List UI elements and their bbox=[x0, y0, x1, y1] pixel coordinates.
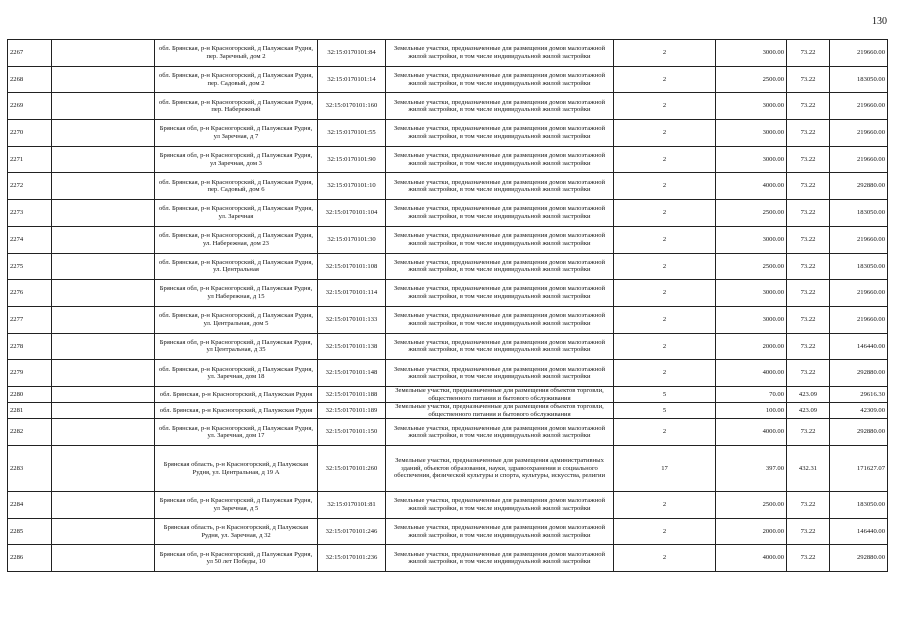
address-cell: Брянская обл, р-н Красногорский, д Палужская Рудня, ул 50 лет Победы, 10 bbox=[155, 545, 318, 572]
empty-cell bbox=[52, 403, 155, 419]
use-code-cell: 2 bbox=[614, 545, 716, 572]
rate-cell: 73.22 bbox=[787, 360, 830, 387]
cadastral-number-cell: 32:15:0170101:138 bbox=[318, 333, 386, 360]
empty-cell bbox=[52, 360, 155, 387]
empty-cell bbox=[52, 280, 155, 307]
use-code-cell: 2 bbox=[614, 492, 716, 519]
land-use-cell: Земельные участки, предназначенные для размещения домов малоэтажной жилой застройки, в том числе индивидуальной жилой застройки bbox=[386, 226, 614, 253]
cadastral-value-cell: 146440.00 bbox=[830, 518, 888, 545]
table-row bbox=[8, 93, 888, 120]
empty-cell bbox=[52, 120, 155, 147]
table-row bbox=[8, 492, 888, 519]
table-row bbox=[8, 280, 888, 307]
cadastral-value-cell: 183050.00 bbox=[830, 66, 888, 93]
use-code-cell: 2 bbox=[614, 146, 716, 173]
use-code-cell: 2 bbox=[614, 40, 716, 67]
land-use-cell: Земельные участки, предназначенные для размещения домов малоэтажной жилой застройки, в том числе индивидуальной жилой застройки bbox=[386, 40, 614, 67]
address-cell: обл. Брянская, р-н Красногорский, д Палужская Рудня, пер. Заречный, дом 2 bbox=[155, 40, 318, 67]
table-row bbox=[8, 360, 888, 387]
address-cell: обл. Брянская, р-н Красногорский, д Палужская Рудня, ул. Набережная, дом 23 bbox=[155, 226, 318, 253]
cadastral-number-cell: 32:15:0170101:30 bbox=[318, 226, 386, 253]
rate-cell: 423.09 bbox=[787, 403, 830, 419]
land-use-cell: Земельные участки, предназначенные для размещения домов малоэтажной жилой застройки, в том числе индивидуальной жилой застройки bbox=[386, 280, 614, 307]
cadastral-number-cell: 32:15:0170101:84 bbox=[318, 40, 386, 67]
row-number-cell: 2267 bbox=[8, 40, 52, 67]
area-cell: 4000.00 bbox=[716, 173, 787, 200]
row-number-cell: 2272 bbox=[8, 173, 52, 200]
empty-cell bbox=[52, 419, 155, 446]
table-row bbox=[8, 253, 888, 280]
area-cell: 3000.00 bbox=[716, 146, 787, 173]
cadastral-value-cell: 171627.07 bbox=[830, 446, 888, 492]
use-code-cell: 2 bbox=[614, 173, 716, 200]
address-cell: Брянская обл, р-н Красногорский, д Палужская Рудня, ул Заречная, д 7 bbox=[155, 120, 318, 147]
address-cell: обл. Брянская, р-н Красногорский, д Палужская Рудня, ул. Центральная bbox=[155, 253, 318, 280]
table-row bbox=[8, 403, 888, 419]
cadastral-value-cell: 292880.00 bbox=[830, 360, 888, 387]
area-cell: 3000.00 bbox=[716, 226, 787, 253]
empty-cell bbox=[52, 146, 155, 173]
land-use-cell: Земельные участки, предназначенные для размещения домов малоэтажной жилой застройки, в том числе индивидуальной жилой застройки bbox=[386, 173, 614, 200]
area-cell: 3000.00 bbox=[716, 93, 787, 120]
cadastral-number-cell: 32:15:0170101:14 bbox=[318, 66, 386, 93]
address-cell: Брянская обл, р-н Красногорский, д Палужская Рудня, ул Центральная, д 35 bbox=[155, 333, 318, 360]
use-code-cell: 2 bbox=[614, 93, 716, 120]
use-code-cell: 2 bbox=[614, 333, 716, 360]
address-cell: обл. Брянская, р-н Красногорский, д Палужская Рудня, пер. Набережный bbox=[155, 93, 318, 120]
page-number: 130 bbox=[872, 16, 887, 27]
land-use-cell: Земельные участки, предназначенные для размещения домов малоэтажной жилой застройки, в том числе индивидуальной жилой застройки bbox=[386, 333, 614, 360]
cadastral-number-cell: 32:15:0170101:81 bbox=[318, 492, 386, 519]
empty-cell bbox=[52, 518, 155, 545]
use-code-cell: 2 bbox=[614, 66, 716, 93]
address-cell: Брянская обл, р-н Красногорский, д Палужская Рудня, ул Заречная, дом 3 bbox=[155, 146, 318, 173]
table-row bbox=[8, 306, 888, 333]
table-row bbox=[8, 386, 888, 402]
area-cell: 2500.00 bbox=[716, 253, 787, 280]
area-cell: 2000.00 bbox=[716, 518, 787, 545]
rate-cell: 73.22 bbox=[787, 66, 830, 93]
empty-cell bbox=[52, 226, 155, 253]
cadastral-value-cell: 219660.00 bbox=[830, 146, 888, 173]
cadastral-number-cell: 32:15:0170101:133 bbox=[318, 306, 386, 333]
rate-cell: 73.22 bbox=[787, 226, 830, 253]
cadastral-number-cell: 32:15:0170101:236 bbox=[318, 545, 386, 572]
address-cell: обл. Брянская, р-н Красногорский, д Палужская Рудня, ул. Заречная, дом 17 bbox=[155, 419, 318, 446]
cadastral-value-cell: 183050.00 bbox=[830, 200, 888, 227]
table-row bbox=[8, 446, 888, 492]
rate-cell: 73.22 bbox=[787, 40, 830, 67]
land-use-cell: Земельные участки, предназначенные для размещения домов малоэтажной жилой застройки, в том числе индивидуальной жилой застройки bbox=[386, 360, 614, 387]
land-use-cell: Земельные участки, предназначенные для размещения домов малоэтажной жилой застройки, в том числе индивидуальной жилой застройки bbox=[386, 93, 614, 120]
table-row bbox=[8, 173, 888, 200]
area-cell: 2500.00 bbox=[716, 492, 787, 519]
empty-cell bbox=[52, 93, 155, 120]
cadastral-number-cell: 32:15:0170101:114 bbox=[318, 280, 386, 307]
land-use-cell: Земельные участки, предназначенные для размещения домов малоэтажной жилой застройки, в том числе индивидуальной жилой застройки bbox=[386, 200, 614, 227]
rate-cell: 73.22 bbox=[787, 200, 830, 227]
use-code-cell: 2 bbox=[614, 360, 716, 387]
rate-cell: 73.22 bbox=[787, 518, 830, 545]
rate-cell: 423.09 bbox=[787, 386, 830, 402]
rate-cell: 73.22 bbox=[787, 419, 830, 446]
use-code-cell: 2 bbox=[614, 253, 716, 280]
table-row bbox=[8, 66, 888, 93]
land-use-cell: Земельные участки, предназначенные для размещения домов малоэтажной жилой застройки, в том числе индивидуальной жилой застройки bbox=[386, 253, 614, 280]
table-row bbox=[8, 333, 888, 360]
empty-cell bbox=[52, 253, 155, 280]
use-code-cell: 2 bbox=[614, 518, 716, 545]
area-cell: 397.00 bbox=[716, 446, 787, 492]
land-registry-table bbox=[7, 39, 888, 572]
empty-cell bbox=[52, 173, 155, 200]
cadastral-value-cell: 219660.00 bbox=[830, 280, 888, 307]
rate-cell: 73.22 bbox=[787, 280, 830, 307]
cadastral-value-cell: 292880.00 bbox=[830, 419, 888, 446]
cadastral-value-cell: 292880.00 bbox=[830, 173, 888, 200]
row-number-cell: 2277 bbox=[8, 306, 52, 333]
area-cell: 4000.00 bbox=[716, 419, 787, 446]
row-number-cell: 2280 bbox=[8, 386, 52, 402]
cadastral-value-cell: 42309.00 bbox=[830, 403, 888, 419]
area-cell: 3000.00 bbox=[716, 120, 787, 147]
rate-cell: 73.22 bbox=[787, 120, 830, 147]
row-number-cell: 2269 bbox=[8, 93, 52, 120]
area-cell: 3000.00 bbox=[716, 306, 787, 333]
use-code-cell: 5 bbox=[614, 403, 716, 419]
address-cell: обл. Брянская, р-н Красногорский, д Палужская Рудня bbox=[155, 403, 318, 419]
use-code-cell: 2 bbox=[614, 419, 716, 446]
address-cell: обл. Брянская, р-н Красногорский, д Палужская Рудня, ул. Заречная, дом 18 bbox=[155, 360, 318, 387]
cadastral-value-cell: 146440.00 bbox=[830, 333, 888, 360]
empty-cell bbox=[52, 40, 155, 67]
table-row bbox=[8, 518, 888, 545]
use-code-cell: 5 bbox=[614, 386, 716, 402]
rate-cell: 73.22 bbox=[787, 306, 830, 333]
row-number-cell: 2270 bbox=[8, 120, 52, 147]
use-code-cell: 2 bbox=[614, 226, 716, 253]
cadastral-value-cell: 183050.00 bbox=[830, 492, 888, 519]
cadastral-number-cell: 32:15:0170101:150 bbox=[318, 419, 386, 446]
table-row bbox=[8, 146, 888, 173]
row-number-cell: 2283 bbox=[8, 446, 52, 492]
cadastral-number-cell: 32:15:0170101:188 bbox=[318, 386, 386, 402]
rate-cell: 73.22 bbox=[787, 333, 830, 360]
address-cell: Брянская обл, р-н Красногорский, д Палужская Рудня, ул Заречная, д 5 bbox=[155, 492, 318, 519]
cadastral-number-cell: 32:15:0170101:160 bbox=[318, 93, 386, 120]
empty-cell bbox=[52, 446, 155, 492]
empty-cell bbox=[52, 492, 155, 519]
empty-cell bbox=[52, 306, 155, 333]
address-cell: Брянская обл, р-н Красногорский, д Палужская Рудня, ул Набережная, д 15 bbox=[155, 280, 318, 307]
cadastral-number-cell: 32:15:0170101:189 bbox=[318, 403, 386, 419]
land-use-cell: Земельные участки, предназначенные для размещения домов малоэтажной жилой застройки, в том числе индивидуальной жилой застройки bbox=[386, 306, 614, 333]
row-number-cell: 2274 bbox=[8, 226, 52, 253]
table-row bbox=[8, 226, 888, 253]
cadastral-number-cell: 32:15:0170101:90 bbox=[318, 146, 386, 173]
empty-cell bbox=[52, 200, 155, 227]
land-use-cell: Земельные участки, предназначенные для размещения домов малоэтажной жилой застройки, в том числе индивидуальной жилой застройки bbox=[386, 146, 614, 173]
rate-cell: 73.22 bbox=[787, 93, 830, 120]
rate-cell: 73.22 bbox=[787, 173, 830, 200]
row-number-cell: 2276 bbox=[8, 280, 52, 307]
row-number-cell: 2268 bbox=[8, 66, 52, 93]
cadastral-number-cell: 32:15:0170101:260 bbox=[318, 446, 386, 492]
cadastral-number-cell: 32:15:0170101:148 bbox=[318, 360, 386, 387]
land-use-cell: Земельные участки, предназначенные для размещения объектов торговли, общественного питания и бытового обслуживания bbox=[386, 403, 614, 419]
table-row bbox=[8, 40, 888, 67]
address-cell: обл. Брянская, р-н Красногорский, д Палужская Рудня, ул. Центральная, дом 5 bbox=[155, 306, 318, 333]
row-number-cell: 2273 bbox=[8, 200, 52, 227]
cadastral-number-cell: 32:15:0170101:104 bbox=[318, 200, 386, 227]
address-cell: обл. Брянская, р-н Красногорский, д Палужская Рудня, пер. Садовый, дом 2 bbox=[155, 66, 318, 93]
cadastral-value-cell: 219660.00 bbox=[830, 226, 888, 253]
land-use-cell: Земельные участки, предназначенные для размещения объектов торговли, общественного питания и бытового обслуживания bbox=[386, 386, 614, 402]
row-number-cell: 2284 bbox=[8, 492, 52, 519]
use-code-cell: 2 bbox=[614, 120, 716, 147]
address-cell: обл. Брянская, р-н Красногорский, д Палужская Рудня bbox=[155, 386, 318, 402]
cadastral-value-cell: 219660.00 bbox=[830, 306, 888, 333]
rate-cell: 73.22 bbox=[787, 146, 830, 173]
cadastral-value-cell: 29616.30 bbox=[830, 386, 888, 402]
use-code-cell: 17 bbox=[614, 446, 716, 492]
area-cell: 70.00 bbox=[716, 386, 787, 402]
cadastral-number-cell: 32:15:0170101:10 bbox=[318, 173, 386, 200]
row-number-cell: 2271 bbox=[8, 146, 52, 173]
area-cell: 100.00 bbox=[716, 403, 787, 419]
row-number-cell: 2285 bbox=[8, 518, 52, 545]
area-cell: 4000.00 bbox=[716, 545, 787, 572]
table-row bbox=[8, 200, 888, 227]
cadastral-value-cell: 292880.00 bbox=[830, 545, 888, 572]
area-cell: 4000.00 bbox=[716, 360, 787, 387]
empty-cell bbox=[52, 386, 155, 402]
rate-cell: 73.22 bbox=[787, 545, 830, 572]
table-row bbox=[8, 545, 888, 572]
empty-cell bbox=[52, 333, 155, 360]
land-use-cell: Земельные участки, предназначенные для размещения домов малоэтажной жилой застройки, в том числе индивидуальной жилой застройки bbox=[386, 545, 614, 572]
cadastral-number-cell: 32:15:0170101:108 bbox=[318, 253, 386, 280]
empty-cell bbox=[52, 66, 155, 93]
cadastral-value-cell: 219660.00 bbox=[830, 40, 888, 67]
area-cell: 2500.00 bbox=[716, 200, 787, 227]
land-use-cell: Земельные участки, предназначенные для размещения домов малоэтажной жилой застройки, в том числе индивидуальной жилой застройки bbox=[386, 518, 614, 545]
table-body bbox=[8, 40, 888, 572]
cadastral-value-cell: 219660.00 bbox=[830, 120, 888, 147]
area-cell: 2500.00 bbox=[716, 66, 787, 93]
table-row bbox=[8, 120, 888, 147]
land-use-cell: Земельные участки, предназначенные для размещения домов малоэтажной жилой застройки, в том числе индивидуальной жилой застройки bbox=[386, 120, 614, 147]
land-use-cell: Земельные участки, предназначенные для размещения домов малоэтажной жилой застройки, в том числе индивидуальной жилой застройки bbox=[386, 492, 614, 519]
address-cell: Брянская область, р-н Красногорский, д Палужская Рудня, ул. Заречная, д 32 bbox=[155, 518, 318, 545]
land-use-cell: Земельные участки, предназначенные для размещения домов малоэтажной жилой застройки, в том числе индивидуальной жилой застройки bbox=[386, 419, 614, 446]
area-cell: 2000.00 bbox=[716, 333, 787, 360]
cadastral-number-cell: 32:15:0170101:246 bbox=[318, 518, 386, 545]
cadastral-value-cell: 183050.00 bbox=[830, 253, 888, 280]
use-code-cell: 2 bbox=[614, 280, 716, 307]
rate-cell: 73.22 bbox=[787, 492, 830, 519]
use-code-cell: 2 bbox=[614, 306, 716, 333]
empty-cell bbox=[52, 545, 155, 572]
row-number-cell: 2286 bbox=[8, 545, 52, 572]
address-cell: Брянская область, р-н Красногорский, д Палужская Рудня, ул. Центральная, д 19 А bbox=[155, 446, 318, 492]
use-code-cell: 2 bbox=[614, 200, 716, 227]
address-cell: обл. Брянская, р-н Красногорский, д Палужская Рудня, ул. Заречная bbox=[155, 200, 318, 227]
cadastral-value-cell: 219660.00 bbox=[830, 93, 888, 120]
row-number-cell: 2279 bbox=[8, 360, 52, 387]
row-number-cell: 2275 bbox=[8, 253, 52, 280]
land-use-cell: Земельные участки, предназначенные для размещения домов малоэтажной жилой застройки, в том числе индивидуальной жилой застройки bbox=[386, 66, 614, 93]
table-row bbox=[8, 419, 888, 446]
address-cell: обл. Брянская, р-н Красногорский, д Палужская Рудня, пер. Садовый, дом 6 bbox=[155, 173, 318, 200]
cadastral-number-cell: 32:15:0170101:55 bbox=[318, 120, 386, 147]
rate-cell: 73.22 bbox=[787, 253, 830, 280]
area-cell: 3000.00 bbox=[716, 40, 787, 67]
land-use-cell: Земельные участки, предназначенные для размещения административных зданий, объектов образования, науки, здравоохранения и социального обеспечения, физической культуры и спорта, культуры, искусства, религии bbox=[386, 446, 614, 492]
area-cell: 3000.00 bbox=[716, 280, 787, 307]
row-number-cell: 2281 bbox=[8, 403, 52, 419]
row-number-cell: 2278 bbox=[8, 333, 52, 360]
row-number-cell: 2282 bbox=[8, 419, 52, 446]
rate-cell: 432.31 bbox=[787, 446, 830, 492]
